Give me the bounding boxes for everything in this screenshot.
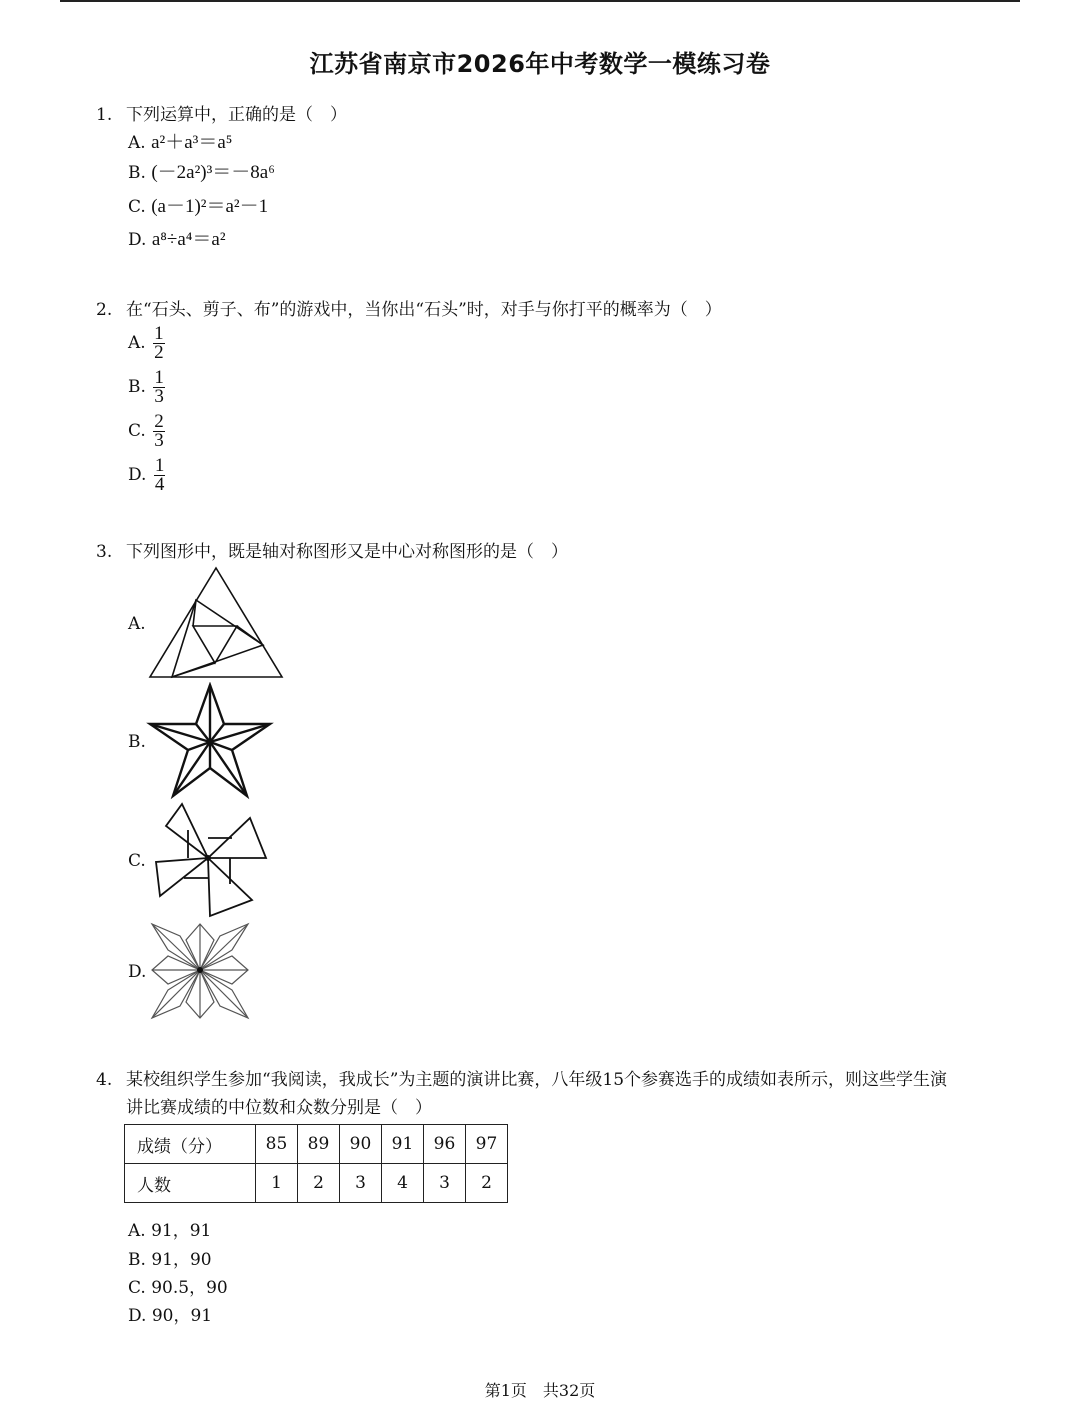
option-label: D. xyxy=(128,1306,147,1326)
option-label: A. xyxy=(128,133,146,153)
fraction xyxy=(153,413,165,450)
option-label: A. xyxy=(128,1221,146,1241)
q3-option-b-label: B. xyxy=(128,732,146,752)
question-text-line-1: 某校组织学生参加“我阅读，我成长”为主题的演讲比赛，八年级15个参赛选手的成绩如表所示，则这些学生演 xyxy=(126,1070,948,1090)
option-expression: a⁸÷a⁴＝a² xyxy=(151,229,226,250)
option-expression: (－2a²)³＝－8a⁶ xyxy=(151,162,275,183)
fraction-numerator: 1 xyxy=(154,367,164,388)
question-number: 4. xyxy=(96,1070,113,1090)
fraction-numerator: 1 xyxy=(154,455,165,476)
table-cell: 91 xyxy=(382,1125,424,1164)
table-cell: 4 xyxy=(382,1164,424,1203)
table-row xyxy=(125,1164,508,1203)
table-cell: 2 xyxy=(466,1164,508,1203)
table-header-cell: 成绩（分） xyxy=(125,1125,256,1164)
q1-option-d xyxy=(128,227,226,253)
question-text: 下列运算中，正确的是（ ） xyxy=(126,105,347,125)
option-label: D. xyxy=(128,465,147,485)
table-cell: 97 xyxy=(466,1125,508,1164)
fraction-denominator: 2 xyxy=(154,342,164,363)
q1-option-c xyxy=(128,194,268,220)
pinwheel-figure xyxy=(148,800,272,918)
q2-option-a xyxy=(128,325,165,362)
page-footer: 第1页 共32页 xyxy=(484,1381,596,1400)
option-label: D. xyxy=(128,230,147,250)
table-row xyxy=(125,1125,508,1164)
question-number: 3. xyxy=(96,542,113,562)
fraction-numerator: 1 xyxy=(154,323,164,344)
q3-option-d-label: D. xyxy=(128,962,147,982)
fraction-numerator: 2 xyxy=(154,411,164,432)
q1-option-b xyxy=(128,160,275,186)
option-expression: (a－1)²＝a²－1 xyxy=(151,196,269,217)
fraction xyxy=(153,369,165,406)
page-title: 江苏省南京市2026年中考数学一模练习卷 xyxy=(309,50,771,78)
option-label: C. xyxy=(128,1278,146,1298)
option-expression: a²＋a³＝a⁵ xyxy=(151,132,233,153)
question-number: 1. xyxy=(96,105,113,125)
option-label: B. xyxy=(128,377,146,397)
q1-option-a xyxy=(128,130,232,156)
option-label: C. xyxy=(128,421,146,441)
five-pointed-star-figure xyxy=(146,682,274,800)
option-text: 90.5，90 xyxy=(151,1278,228,1298)
q2-option-d xyxy=(128,457,165,494)
option-label: A. xyxy=(128,333,146,353)
top-rule xyxy=(60,0,1020,2)
question-text: 在“石头、剪子、布”的游戏中，当你出“石头”时，对手与你打平的概率为（ ） xyxy=(126,300,722,320)
question-text-line-2: 讲比赛成绩的中位数和众数分别是（ ） xyxy=(126,1098,432,1118)
table-cell: 96 xyxy=(424,1125,466,1164)
option-label: B. xyxy=(128,163,146,183)
option-text: 91，91 xyxy=(151,1221,212,1241)
score-table xyxy=(124,1124,508,1203)
table-header-cell: 人数 xyxy=(125,1164,256,1203)
q2-option-c xyxy=(128,413,165,450)
option-text: 91，90 xyxy=(151,1250,212,1270)
fraction-denominator: 3 xyxy=(154,430,164,451)
q3-option-a-label: A. xyxy=(128,614,146,634)
option-label: C. xyxy=(128,197,146,217)
q2-option-b xyxy=(128,369,165,406)
q4-option-c xyxy=(128,1275,228,1301)
eight-pointed-star-figure xyxy=(148,920,252,1022)
table-cell: 2 xyxy=(298,1164,340,1203)
fraction xyxy=(153,325,165,362)
table-cell: 1 xyxy=(256,1164,298,1203)
table-cell: 90 xyxy=(340,1125,382,1164)
fraction-denominator: 3 xyxy=(154,386,164,407)
q4-option-a xyxy=(128,1218,211,1244)
nested-triangles-figure xyxy=(148,566,284,680)
table-cell: 3 xyxy=(424,1164,466,1203)
option-label: B. xyxy=(128,1250,146,1270)
q4-option-d xyxy=(128,1303,212,1329)
table-cell: 89 xyxy=(298,1125,340,1164)
question-text: 下列图形中，既是轴对称图形又是中心对称图形的是（ ） xyxy=(126,542,568,562)
fraction-denominator: 4 xyxy=(154,474,165,495)
table-cell: 85 xyxy=(256,1125,298,1164)
question-number: 2. xyxy=(96,300,113,320)
table-cell: 3 xyxy=(340,1164,382,1203)
q4-option-b xyxy=(128,1247,212,1273)
fraction xyxy=(154,457,166,494)
option-text: 90，91 xyxy=(151,1306,213,1326)
q3-option-c-label: C. xyxy=(128,851,146,871)
